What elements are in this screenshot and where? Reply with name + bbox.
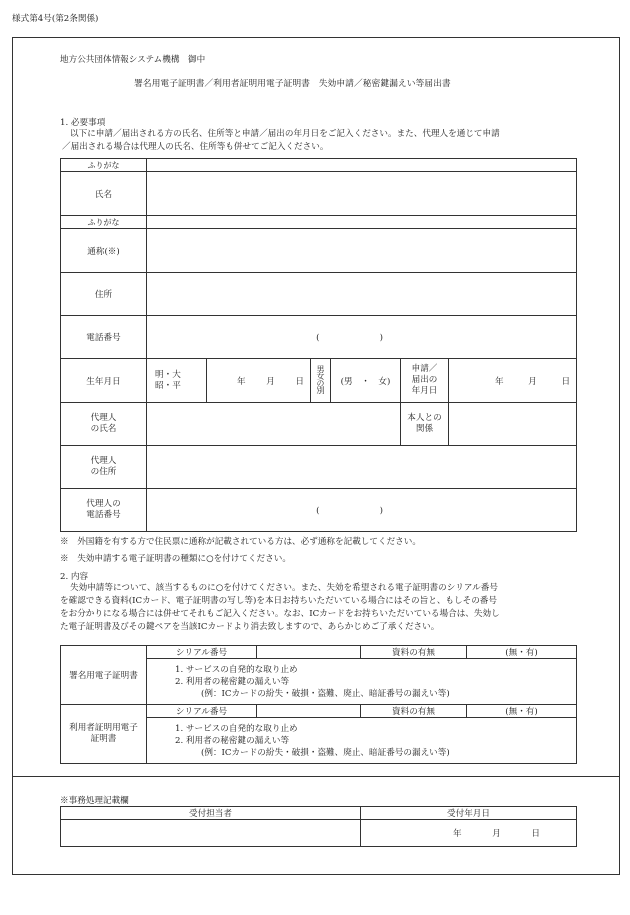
applicant-info-table <box>60 158 577 532</box>
office-use-table <box>60 806 577 847</box>
agent-name-field[interactable] <box>147 403 401 446</box>
signature-serial-field[interactable] <box>257 646 361 659</box>
phone-field[interactable] <box>147 316 577 359</box>
agent-phone-label-line1: 代理人の <box>86 499 121 509</box>
section1-instructions <box>62 128 582 154</box>
signature-cert-label[interactable]: 署名用電子証明書 <box>61 646 147 705</box>
address-label: 住所 <box>61 273 147 316</box>
relation-label-line1: 本人との <box>407 413 442 423</box>
sex-selector[interactable]: (男 ・ 女) <box>331 359 401 403</box>
received-date-label: 受付年月日 <box>361 807 577 820</box>
receiver-label: 受付担当者 <box>61 807 361 820</box>
application-year-unit: 年 <box>495 376 504 387</box>
user-serial-field[interactable] <box>257 705 361 718</box>
era-option-showa-heisei[interactable]: 昭・平 <box>155 380 181 391</box>
user-cert-label-line1: 利用者証明用電子 <box>69 723 138 733</box>
sex-label: 男女の別 <box>316 365 325 393</box>
alias-field[interactable] <box>147 229 577 273</box>
application-date-label <box>401 359 449 403</box>
user-reason-2-example: (例：ICカードの紛失・破損・盗難、廃止、暗証番号の漏えい等) <box>201 747 450 758</box>
user-document-selector[interactable]: (無・有) <box>467 705 577 718</box>
agent-address-label-line1: 代理人 <box>90 456 117 466</box>
note-alias: ※ 外国籍を有する方で住民票に通称が記載されている方は、必ず通称を記載してください。 <box>60 537 421 547</box>
user-reason-list <box>147 718 577 764</box>
signature-reason-2[interactable]: 2. 利用者の秘密鍵の漏えい等 <box>175 676 290 687</box>
agent-name-label <box>61 403 147 446</box>
address-field[interactable] <box>147 273 577 316</box>
signature-document-label: 資料の有無 <box>361 646 467 659</box>
sex-label-cell <box>311 359 331 403</box>
user-serial-label: シリアル番号 <box>147 705 257 718</box>
era-selector[interactable] <box>147 359 207 403</box>
furigana-field[interactable] <box>147 159 577 172</box>
application-day-unit: 日 <box>561 376 571 387</box>
birthdate-label: 生年月日 <box>61 359 147 403</box>
relation-label-line2: 関係 <box>415 424 434 434</box>
section2-instructions-line1: 失効申請等について、該当するものに○を付けてください。また、失効を希望される電子証明書のシリアル番号 <box>70 583 498 593</box>
alias-label: 通称(※) <box>61 229 147 273</box>
phone-label: 電話番号 <box>61 316 147 359</box>
name-field[interactable] <box>147 172 577 216</box>
received-date-field[interactable] <box>361 820 577 847</box>
birthdate-field[interactable] <box>207 359 311 403</box>
office-use-heading: ※事務処理記載欄 <box>60 796 129 806</box>
user-cert-label[interactable] <box>61 705 147 764</box>
birth-day-unit: 日 <box>295 376 304 387</box>
phone-parentheses: ( ) <box>316 333 383 343</box>
application-date-label-line3: 年月日 <box>411 386 438 396</box>
form-number-label: 様式第4号(第2条関係) <box>12 14 99 24</box>
relation-label <box>401 403 449 446</box>
agent-phone-parentheses: ( ) <box>316 506 383 516</box>
note-revocation-type: ※ 失効申請する電子証明書の種類に○を付けてください。 <box>60 554 291 564</box>
agent-address-label-line2: の住所 <box>90 467 117 477</box>
birth-month-unit: 月 <box>266 376 275 387</box>
user-document-label: 資料の有無 <box>361 705 467 718</box>
agent-address-label <box>61 446 147 489</box>
signature-reason-list <box>147 659 577 705</box>
receiver-field[interactable] <box>61 820 361 847</box>
agent-address-field[interactable] <box>147 446 577 489</box>
office-divider <box>12 776 620 777</box>
agent-phone-label-line2: 電話番号 <box>86 510 121 520</box>
era-option-meiji-taisho[interactable]: 明・大 <box>155 369 181 380</box>
application-date-label-line2: 届出の <box>411 375 438 385</box>
section2-instructions-line3: をお分かりになる場合には併せてそれもご記入ください。なお、ICカードをお持ちいただいている場合は、失効し <box>60 609 500 619</box>
signature-document-selector[interactable]: (無・有) <box>467 646 577 659</box>
alias-furigana-field[interactable] <box>147 216 577 229</box>
signature-reason-2-example: (例：ICカードの紛失・破損・盗難、廃止、暗証番号の漏えい等) <box>201 688 450 699</box>
received-year-unit: 年 <box>453 829 462 839</box>
user-reason-1[interactable]: 1. サービスの自発的な取り止め <box>175 723 298 734</box>
certificate-table <box>60 645 577 764</box>
addressee: 地方公共団体情報システム機構 御中 <box>60 55 206 65</box>
user-cert-label-line2: 証明書 <box>90 734 117 744</box>
application-month-unit: 月 <box>528 376 537 387</box>
received-day-unit: 日 <box>531 829 540 839</box>
agent-name-label-line2: の氏名 <box>90 424 117 434</box>
section1-heading: 1. 必要事項 <box>60 118 106 128</box>
furigana-label: ふりがな <box>61 159 147 172</box>
application-date-label-line1: 申請／ <box>411 364 438 374</box>
signature-reason-1[interactable]: 1. サービスの自発的な取り止め <box>175 664 298 675</box>
signature-serial-label: シリアル番号 <box>147 646 257 659</box>
agent-phone-field[interactable] <box>147 489 577 532</box>
section1-instructions-line1: 以下に申請／届出される方の氏名、住所等と申請／届出の年月日をご記入ください。また、代理人を通じて申請 <box>70 129 500 139</box>
application-date-field[interactable] <box>449 359 577 403</box>
user-reason-2[interactable]: 2. 利用者の秘密鍵の漏えい等 <box>175 735 290 746</box>
relation-field[interactable] <box>449 403 577 446</box>
section2-instructions <box>60 582 580 634</box>
received-month-unit: 月 <box>492 829 501 839</box>
alias-furigana-label: ふりがな <box>61 216 147 229</box>
agent-phone-label <box>61 489 147 532</box>
section2-instructions-line4: た電子証明書及びその鍵ペアを当該ICカードより消去致しますので、あらかじめご了承ください。 <box>60 622 440 632</box>
section2-heading: 2. 内容 <box>60 572 89 582</box>
birth-year-unit: 年 <box>237 376 246 387</box>
name-label: 氏名 <box>61 172 147 216</box>
section1-instructions-line2: ／届出される場合は代理人の氏名、住所等も併せてご記入ください。 <box>62 142 329 152</box>
form-title: 署名用電子証明書／利用者証明用電子証明書 失効申請／秘密鍵漏えい等届出書 <box>134 79 451 89</box>
agent-name-label-line1: 代理人 <box>90 413 117 423</box>
section2-instructions-line2: を確認できる資料(ICカード、電子証明書の写し等)を本日お持ちいただいている場合にはその旨と、もしその番号 <box>60 596 497 606</box>
